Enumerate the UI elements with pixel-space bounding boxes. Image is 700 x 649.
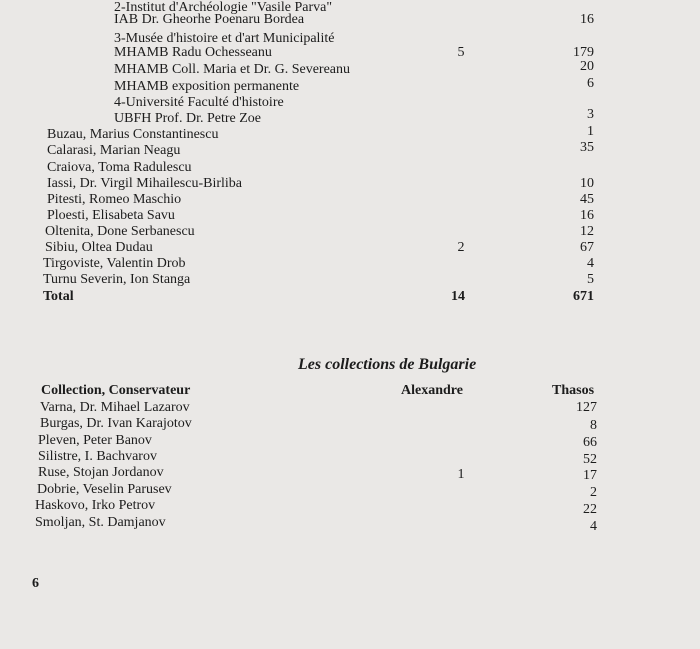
collection-name: Ploesti, Elisabeta Savu — [47, 208, 175, 223]
thasos-count: 127 — [576, 400, 597, 415]
collection-name: Tirgoviste, Valentin Drob — [43, 256, 186, 271]
collection-name: MHAMB Radu Ochesseanu — [114, 45, 272, 60]
alexandre-count: 1 — [457, 467, 465, 482]
thasos-count: 1 — [587, 124, 594, 139]
collection-name: Craiova, Toma Radulescu — [47, 160, 192, 175]
thasos-count: 45 — [580, 192, 594, 207]
total-alexandre: 14 — [451, 289, 465, 304]
collection-name: Dobrie, Veselin Parusev — [37, 482, 172, 497]
column-header-alexandre: Alexandre — [401, 383, 463, 398]
thasos-count: 4 — [587, 256, 594, 271]
section-title: Les collections de Bulgarie — [298, 356, 477, 373]
collection-name: Ruse, Stojan Jordanov — [38, 465, 164, 480]
collection-name: Burgas, Dr. Ivan Karajotov — [40, 416, 192, 431]
collection-name: 4-Université Faculté d'histoire — [114, 95, 284, 110]
collection-name: IAB Dr. Gheorhe Poenaru Bordea — [114, 12, 305, 27]
thasos-count: 5 — [587, 272, 594, 287]
thasos-count: 66 — [583, 435, 597, 450]
column-header-collection: Collection, Conservateur — [41, 383, 191, 398]
thasos-count: 4 — [590, 519, 597, 534]
thasos-count: 22 — [583, 502, 597, 517]
collection-name: UBFH Prof. Dr. Petre Zoe — [114, 111, 261, 126]
collection-name: Buzau, Marius Constantinescu — [47, 127, 219, 142]
thasos-count: 8 — [590, 418, 597, 433]
collection-name: MHAMB exposition permanente — [114, 79, 300, 94]
thasos-count: 6 — [587, 76, 594, 91]
thasos-count: 16 — [580, 208, 594, 223]
thasos-count: 3 — [587, 107, 594, 122]
thasos-count: 35 — [580, 140, 594, 155]
thasos-count: 179 — [573, 45, 594, 60]
collection-name: Turnu Severin, Ion Stanga — [43, 272, 191, 287]
thasos-count: 20 — [580, 59, 594, 74]
column-header-thasos: Thasos — [552, 383, 595, 398]
collection-name: MHAMB Coll. Maria et Dr. G. Severeanu — [114, 62, 351, 77]
thasos-count: 52 — [583, 452, 597, 467]
collection-name: 3-Musée d'histoire et d'art Municipalité — [114, 31, 335, 46]
thasos-count: 12 — [580, 224, 594, 239]
collection-name: Varna, Dr. Mihael Lazarov — [40, 400, 190, 415]
total-thasos: 671 — [573, 289, 594, 304]
thasos-count: 16 — [580, 12, 594, 27]
collection-name: Pleven, Peter Banov — [38, 433, 152, 448]
total-label: Total — [43, 289, 74, 304]
page-number: 6 — [32, 576, 39, 591]
thasos-count: 10 — [580, 176, 594, 191]
collection-name: Pitesti, Romeo Maschio — [47, 192, 182, 207]
collection-name: Silistre, I. Bachvarov — [38, 449, 157, 464]
collection-name: Sibiu, Oltea Dudau — [45, 240, 153, 255]
collection-name: Calarasi, Marian Neagu — [47, 143, 181, 158]
thasos-count: 17 — [583, 468, 597, 483]
collection-name: Haskovo, Irko Petrov — [35, 498, 156, 513]
collection-name: Iassi, Dr. Virgil Mihailescu-Birliba — [47, 176, 243, 191]
collection-name: Smoljan, St. Damjanov — [35, 515, 166, 530]
collection-name: Oltenita, Done Serbanescu — [45, 224, 195, 239]
alexandre-count: 5 — [457, 45, 465, 60]
thasos-count: 67 — [580, 240, 594, 255]
alexandre-count: 2 — [457, 240, 465, 255]
thasos-count: 2 — [590, 485, 597, 500]
collection-name: 2-Institut d'Archéologie "Vasile Parva" — [114, 0, 333, 15]
